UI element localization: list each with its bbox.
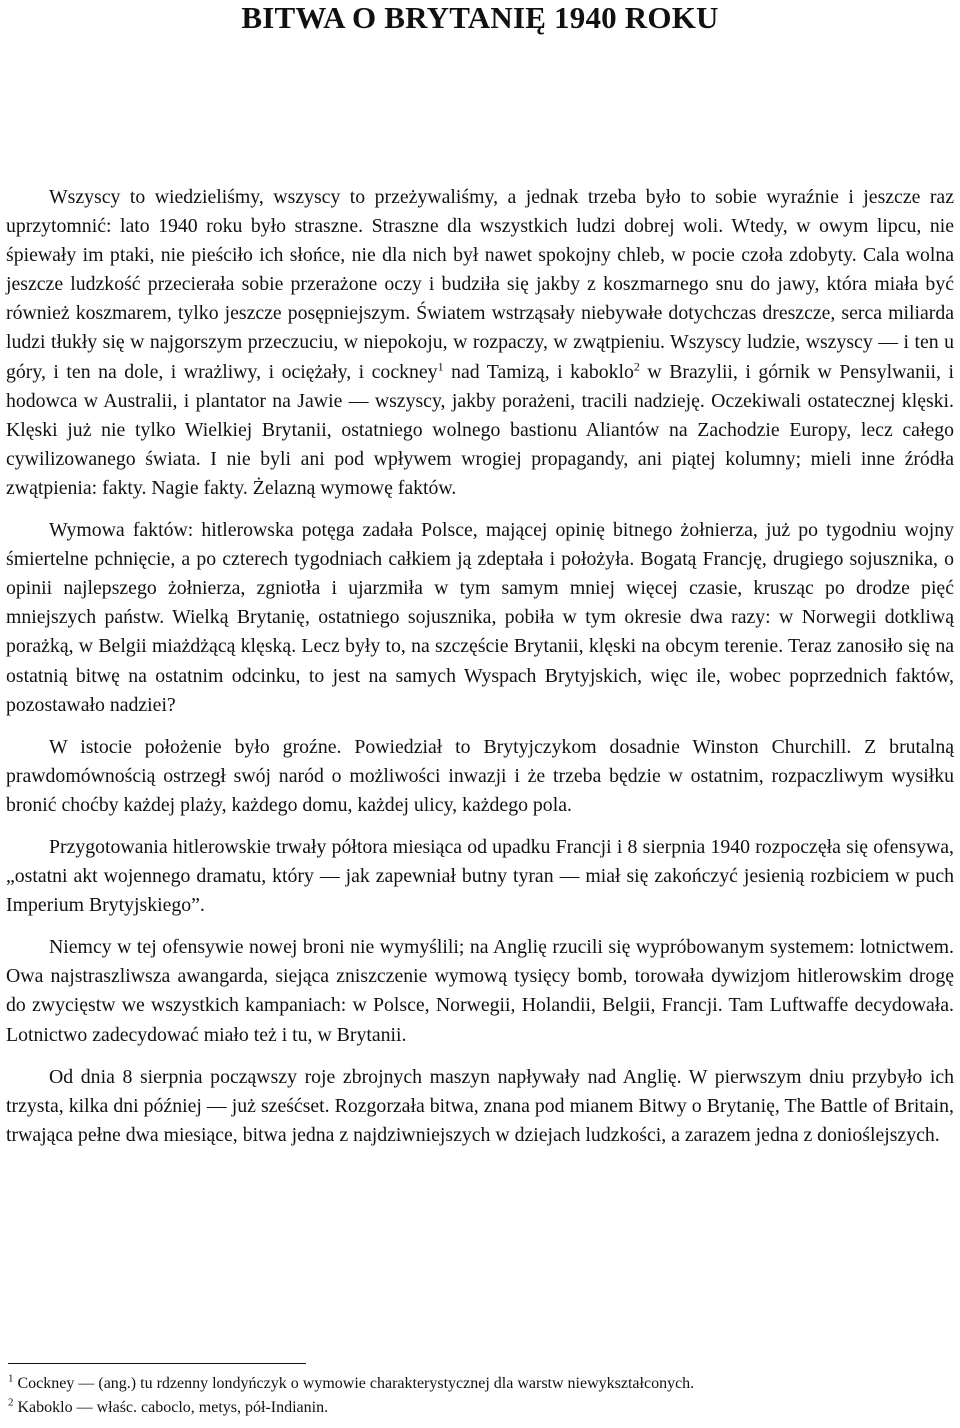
footnote-2-mark: 2 [8,1396,14,1409]
paragraph-5: Niemcy w tej ofensywie nowej broni nie wymyślili; na Anglię rzucili się wypróbowanym systemem: lotnictwem. Owa najstraszliwsza awangarda, siejąca zniszczenie wymową tysięcy bomb, torowała dywizjom hitlerowskim drogę do zwycięstw we wszystkich kampaniach: w Polsce, Norwegii, Holandii, Belgii, Francji. Tam Luftwaffe decydowała. Lotnictwo zadecydować miało też i tu, w Brytanii. [6,936,954,1046]
footnote-ref-1: 1 [437,358,444,373]
footnotes [8,1372,948,1420]
footnote-separator [8,1363,306,1364]
paragraph-1-text-b: nad Tamizą, i kaboklo [443,360,634,383]
paragraph-6: Od dnia 8 sierpnia począwszy roje zbrojnych maszyn napływały nad Anglię. W pierwszym dniu przybyło ich trzysta, kilka dni później — już sześćset. Rozgorzała bitwa, znana pod mianem Bitwy o Brytanię, The Battle of Britain, trwająca pełne dwa miesiące, bitwa jedna z najdziwniejszych w dziejach ludzkości, a zarazem jedna z donioślejszych. [6,1065,954,1146]
paragraph-1 [6,183,954,503]
paragraph-2: Wymowa faktów: hitlerowska potęga zadała Polsce, mającej opinię bitnego żołnierza, już po tygodniu wojny śmiertelne pchnięcie, a po czterech tygodniach całkiem ją zdeptała i położyła. Bogatą Francję, drugiego sojusznika, o opinii najlepszego żołnierza, zgniotła i ujarzmiła w tym samym mniej więcej czasie, krusząc po drodze pięć mniejszych państw. Wielką Brytanię, ostatniego sojusznika, pobiła w tym okresie dwa razy: w Norwegii dotkliwą porażką, w Belgii miażdżącą klęską. Lecz były to, na szczęście Brytanii, klęski na obcym terenie. Teraz zanosiło się na ostatnią bitwę na ostatnim odcinku, to jest na samych Wyspach Brytyjskich, więc ile, wobec poprzednich faktów, pozostawało nadziei? [6,519,954,716]
paragraph-1-text-a: Wszyscy to wiedzieliśmy, wszyscy to przeżywaliśmy, a jednak trzeba było to sobie wyraźnie i jeszcze raz uprzytomnić: lato 1940 roku było straszne. Straszne dla wszystkich ludzi dobrej woli. Wtedy, w owym lipcu, nie śpiewały im ptaki, nie pieściło ich słońce, nie dla nich był nawet spokojny chleb, w pocie czoła zdobyty. Cala wolna jeszcze ludzkość przecierała sobie przerażone oczy i budziła się jakby z koszmarnego snu do jawy, która miała być również koszmarem, tylko jeszcze posępniejszym. Światem wstrząsały niebywałe dotychczas dreszcze, serca miliarda ludzi tłukły się w najgorszym przeczuciu, w niepokoju, w rozpaczy, w zwątpieniu. Wszyscy ludzie, wszyscy — i ten u góry, i ten na dole, i wrażliwy, i ociężały, i cockney [6,186,954,383]
paragraph-3: W istocie położenie było groźne. Powiedział to Brytyjczykom dosadnie Winston Churchill. Z brutalną prawdomównością ostrzegł swój naród o możliwości inwazji i że trzeba będzie w ostatnim, rozpaczliwym wysiłku bronić choćby każdej plaży, każdego domu, każdej ulicy, każdego pola. [6,735,954,816]
footnote-1-text: Cockney — (ang.) tu rdzenny londyńczyk o wymowie charakterystycznej dla warstw niewykształconych. [13,1375,695,1392]
footnote-2-text: Kaboklo — właśc. caboclo, metys, pół-Indianin. [13,1399,329,1416]
footnote-1 [8,1372,948,1396]
footnote-ref-2: 2 [633,358,640,373]
footnote-1-mark: 1 [8,1372,14,1385]
article-body [6,183,954,1163]
paragraph-1-text-c: w Brazylii, i górnik w Pensylwanii, i hodowca w Australii, i plantator na Jawie — wszyscy, jakby porażeni, tracili nadzieję. Oczekiwali ostatecznej klęski. Klęski już nie tylko Wielkiej Brytanii, ostatniego wolnego bastionu Aliantów na Zachodzie Europy, lecz całego cywilizowanego świata. I nie byli ani pod wpływem wrogiej propagandy, ani piątej kolumny; mieli inne źródła zwątpienia: fakty. Nagie fakty. Żelazną wymowę faktów. [6,360,954,499]
page-title: BITWA O BRYTANIĘ 1940 ROKU [241,0,719,35]
footnote-2 [8,1396,948,1420]
paragraph-4: Przygotowania hitlerowskie trwały półtora miesiąca od upadku Francji i 8 sierpnia 1940 rozpoczęła się ofensywa, „ostatni akt wojennego dramatu, który — jak zapewniał butny tyran — miał się zakończyć jesienią rozbiciem w puch Imperium Brytyjskiego”. [6,835,954,917]
